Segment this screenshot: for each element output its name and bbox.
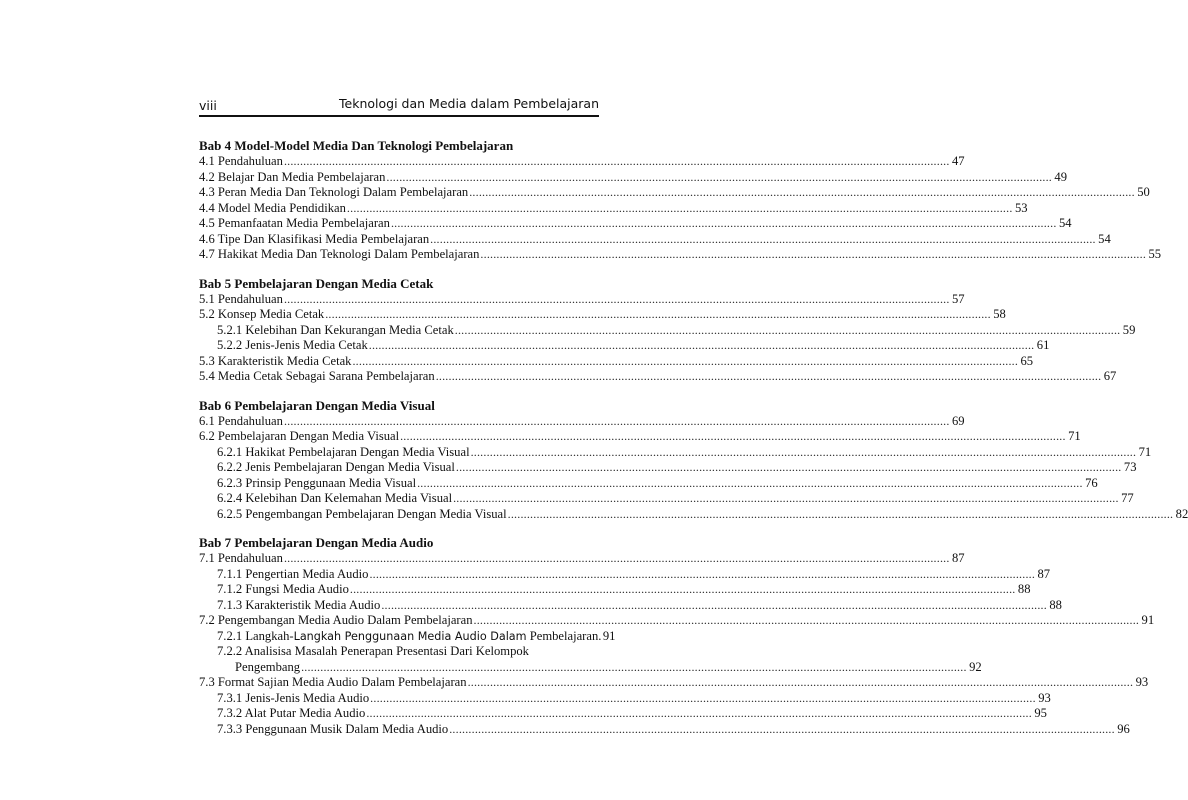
toc-subentry[interactable] xyxy=(199,338,1050,354)
entry-title: 5.2 Konsep Media Cetak xyxy=(199,307,325,321)
dot-leader xyxy=(480,247,1146,263)
toc-subentry[interactable] xyxy=(199,690,1051,707)
table-of-contents xyxy=(199,138,1188,750)
entry-title: 7.3.3 Penggunaan Musik Dalam Media Audio xyxy=(217,721,449,736)
entry-title: 6.2 Pembelajaran Dengan Media Visual xyxy=(199,429,400,443)
dot-leader xyxy=(471,445,1137,461)
toc-entry[interactable] xyxy=(199,307,1006,323)
dot-leader xyxy=(284,414,950,430)
chapter-title: Bab 5 Pembelajaran Dengan Media Cetak xyxy=(199,275,434,291)
page-number: viii xyxy=(199,98,217,113)
entry-page: 55 xyxy=(1148,247,1162,261)
toc-subentry[interactable] xyxy=(199,582,1031,598)
entry-page: 76 xyxy=(1085,475,1098,490)
entry-page: 53 xyxy=(1014,200,1028,215)
dot-leader xyxy=(436,369,1102,385)
dot-leader xyxy=(350,582,1016,598)
dot-leader xyxy=(456,460,1122,476)
toc-entry[interactable] xyxy=(199,169,1067,186)
chapter-title: Bab 6 Pembelajaran Dengan Media Visual xyxy=(199,397,435,413)
entry-page: 87 xyxy=(951,551,965,565)
entry-title: 6.2.3 Prinsip Penggunaan Media Visual xyxy=(217,475,417,490)
toc-subentry[interactable] xyxy=(199,322,1136,339)
dot-leader xyxy=(391,216,1057,232)
chapter-7 xyxy=(199,535,1155,737)
dot-leader xyxy=(449,722,1115,738)
dot-leader xyxy=(453,491,1119,507)
entry-page: 73 xyxy=(1123,460,1137,474)
entry-page: 49 xyxy=(1054,169,1067,184)
entry-page: 67 xyxy=(1103,369,1117,383)
entry-title: 7.1 Pendahuluan xyxy=(199,551,283,565)
entry-page: 88 xyxy=(1049,597,1062,612)
toc-subentry[interactable] xyxy=(199,475,1098,492)
entry-title: 4.6 Tipe Dan Klasifikasi Media Pembelajaran xyxy=(199,231,430,246)
entry-title: 7.2.2 Analisisa Masalah Penerapan Presentasi Dari Kelompok xyxy=(217,644,529,658)
entry-page: 91 xyxy=(1141,613,1155,627)
entry-title: 6.2.1 Hakikat Pembelajaran Dengan Media Visual xyxy=(217,444,470,459)
entry-title: 7.1.2 Fungsi Media Audio xyxy=(217,582,349,596)
entry-page: 93 xyxy=(1135,675,1149,689)
entry-page: 58 xyxy=(993,307,1006,321)
entry-title: 7.1.1 Pengertian Media Audio xyxy=(217,566,369,581)
toc-entry[interactable] xyxy=(199,429,1081,445)
entry-page: 82 xyxy=(1175,506,1188,521)
toc-subentry[interactable] xyxy=(199,444,1152,461)
toc-entry[interactable] xyxy=(199,185,1150,201)
entry-title-part: 7.2.1 Langkah- xyxy=(217,628,294,643)
entry-page: 95 xyxy=(1034,706,1047,720)
toc-entry[interactable] xyxy=(199,369,1117,385)
dot-leader xyxy=(284,292,950,308)
dot-leader xyxy=(369,338,1035,354)
dot-leader xyxy=(347,201,1013,217)
entry-title: 7.3 Format Sajian Media Audio Dalam Pembelajaran xyxy=(199,675,467,689)
entry-title: 7.2 Pengembangan Media Audio Dalam Pembelajaran xyxy=(199,613,473,627)
running-header xyxy=(199,96,599,116)
entry-page: 61 xyxy=(1036,338,1050,352)
toc-subentry[interactable] xyxy=(199,628,616,645)
header-rule xyxy=(199,115,599,117)
entry-page: 54 xyxy=(1058,216,1072,230)
entry-title: 7.3.1 Jenis-Jenis Media Audio xyxy=(217,690,370,705)
toc-entry[interactable] xyxy=(199,551,965,567)
dot-leader xyxy=(468,675,1134,691)
entry-page: 71 xyxy=(1068,429,1081,443)
toc-subentry[interactable] xyxy=(199,460,1137,476)
dot-leader xyxy=(430,232,1096,248)
toc-entry[interactable] xyxy=(199,200,1028,217)
toc-entry[interactable] xyxy=(199,613,1155,629)
toc-entry[interactable] xyxy=(199,247,1162,263)
entry-title: Pengembang xyxy=(235,659,301,674)
chapter-title: Bab 4 Model-Model Media Dan Teknologi Pembelajaran xyxy=(199,138,514,153)
entry-title: 7.1.3 Karakteristik Media Audio xyxy=(217,597,381,612)
dot-leader xyxy=(284,154,950,170)
dot-leader xyxy=(417,476,1083,492)
entry-page: 71 xyxy=(1138,444,1152,459)
toc-subentry[interactable] xyxy=(199,506,1188,523)
dot-leader xyxy=(508,507,1174,523)
dot-leader xyxy=(369,567,1035,583)
toc-entry[interactable] xyxy=(199,216,1072,232)
dot-leader xyxy=(301,660,967,676)
dot-leader xyxy=(325,307,991,323)
entry-title: 4.7 Hakikat Media Dan Teknologi Dalam Pembelajaran xyxy=(199,247,480,261)
toc-subentry[interactable] xyxy=(199,644,597,660)
dot-leader xyxy=(455,323,1121,339)
entry-page: 93 xyxy=(1038,690,1051,705)
toc-entry[interactable] xyxy=(199,413,965,430)
entry-title: 4.4 Model Media Pendidikan xyxy=(199,200,346,215)
toc-entry[interactable] xyxy=(199,231,1111,248)
dot-leader xyxy=(366,706,1032,722)
entry-title: 5.3 Karakteristik Media Cetak xyxy=(199,353,352,368)
entry-title: 4.5 Pemanfaatan Media Pembelajaran xyxy=(199,216,390,230)
running-title: Teknologi dan Media dalam Pembelajaran xyxy=(339,96,599,111)
entry-title: 6.2.2 Jenis Pembelajaran Dengan Media Visual xyxy=(217,460,455,474)
toc-subentry[interactable] xyxy=(199,491,1134,507)
entry-page: 91 xyxy=(602,628,616,643)
dot-leader xyxy=(370,691,1036,707)
entry-title-part: Langkah Penggunaan Media Audio Dalam xyxy=(293,629,527,643)
chapter-6 xyxy=(199,397,1188,523)
chapter-4 xyxy=(199,138,1162,263)
entry-title: 5.4 Media Cetak Sebagai Sarana Pembelajaran xyxy=(199,369,435,383)
dot-leader xyxy=(352,354,1018,370)
dot-leader xyxy=(381,598,1047,614)
entry-title: 4.1 Pendahuluan xyxy=(199,154,283,168)
entry-page: 77 xyxy=(1121,491,1134,505)
toc-entry[interactable] xyxy=(199,353,1034,370)
entry-page: 69 xyxy=(951,413,965,428)
entry-page: 59 xyxy=(1122,322,1136,337)
entry-title: 4.2 Belajar Dan Media Pembelajaran xyxy=(199,169,386,184)
toc-subentry[interactable] xyxy=(199,597,1062,614)
dot-leader xyxy=(469,185,1135,201)
entry-title: 6.1 Pendahuluan xyxy=(199,413,283,428)
entry-title-part: Pembelajaran. xyxy=(526,628,602,643)
entry-page: 88 xyxy=(1017,582,1031,596)
entry-page: 47 xyxy=(951,154,965,168)
chapter-title: Bab 7 Pembelajaran Dengan Media Audio xyxy=(199,535,434,550)
toc-entry[interactable] xyxy=(199,291,965,308)
entry-title: 4.3 Peran Media Dan Teknologi Dalam Pembelajaran xyxy=(199,185,469,199)
entry-title: 6.2.5 Pengembangan Pembelajaran Dengan Media Visual xyxy=(217,506,507,521)
entry-page: 65 xyxy=(1020,353,1034,368)
toc-subentry[interactable] xyxy=(199,706,1047,722)
toc-subentry-continuation[interactable] xyxy=(199,659,982,676)
entry-page: 87 xyxy=(1037,566,1051,581)
entry-page: 57 xyxy=(951,291,965,306)
entry-title: 6.2.4 Kelebihan Dan Kelemahan Media Visual xyxy=(217,491,453,505)
toc-entry[interactable] xyxy=(199,154,965,170)
entry-page: 92 xyxy=(969,659,982,674)
entry-title: 5.1 Pendahuluan xyxy=(199,291,283,306)
dot-leader xyxy=(400,429,1066,445)
toc-entry[interactable] xyxy=(199,675,1149,691)
toc-subentry[interactable] xyxy=(199,566,1051,583)
entry-page: 54 xyxy=(1098,231,1111,246)
entry-title: 5.2.2 Jenis-Jenis Media Cetak xyxy=(217,338,368,352)
entry-page: 50 xyxy=(1137,185,1150,199)
entry-title: 7.3.2 Alat Putar Media Audio xyxy=(217,706,366,720)
entry-title: 5.2.1 Kelebihan Dan Kekurangan Media Cetak xyxy=(217,322,454,337)
dot-leader xyxy=(474,613,1140,629)
toc-subentry[interactable] xyxy=(199,721,1130,738)
dot-leader xyxy=(386,170,1052,186)
chapter-5 xyxy=(199,275,1136,385)
entry-page: 96 xyxy=(1117,721,1130,736)
dot-leader xyxy=(284,551,950,567)
entry-title xyxy=(217,629,601,645)
